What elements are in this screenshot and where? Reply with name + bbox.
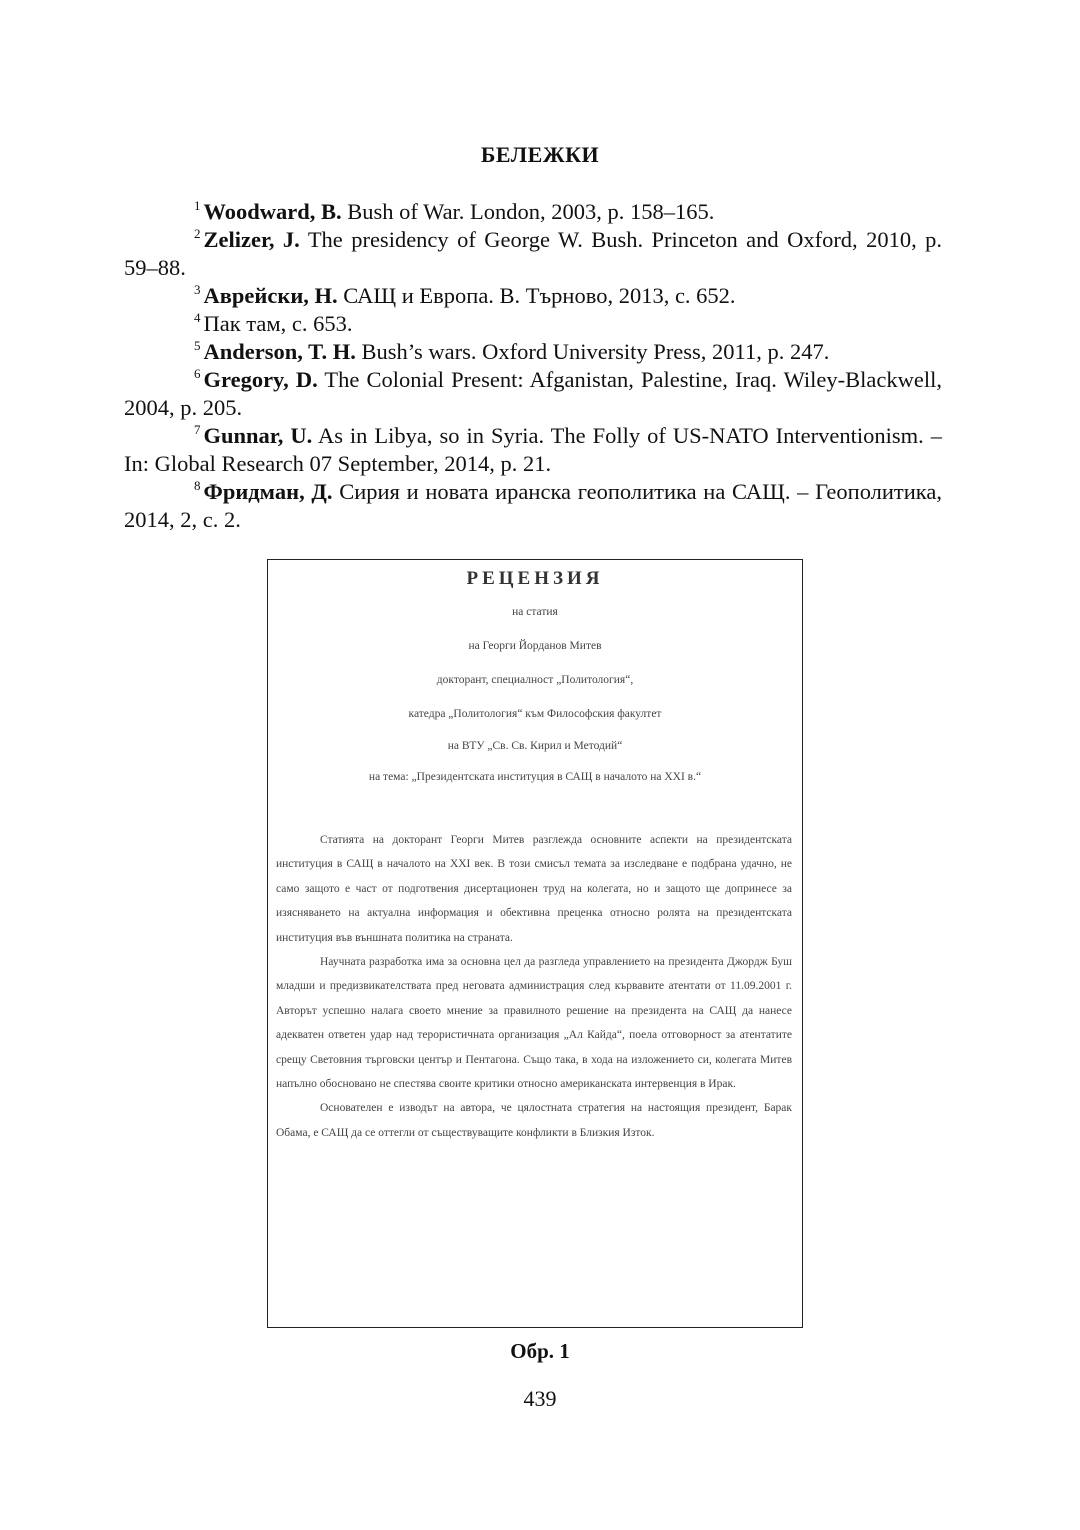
note-number: 2	[194, 226, 201, 241]
note-number: 5	[194, 338, 201, 353]
note-text: The presidency of George W. Bush. Princeton and Oxford, 2010, p. 59–88.	[124, 227, 942, 280]
note-author: Zelizer, J.	[203, 227, 300, 252]
note-number: 1	[194, 198, 201, 213]
review-figure	[267, 559, 803, 1328]
note-text: Bush’s wars. Oxford University Press, 2011, p. 247.	[355, 339, 830, 364]
note-author: Фридман, Д.	[203, 479, 333, 504]
review-paragraph: Статията на докторант Георги Митев разглежда основните аспекти на президентската институция в САЩ в началото на XXI век. В този смисъл темата за изследване е подбрана удачно, не само защото е част от подготвения дисертационен труд на колегата, но и защото ще допринесе за изясняването на актуална информация и обективна преценка относно ролята на президентската институция във външната политика на страната.	[276, 834, 792, 944]
note-text: САЩ и Европа. В. Търново, 2013, с. 652.	[337, 283, 736, 308]
note-6	[124, 366, 942, 422]
notes-title: БЕЛЕЖКИ	[480, 142, 600, 167]
figure-caption: Обр. 1	[510, 1339, 570, 1363]
note-text: The Colonial Present: Afganistan, Palestine, Iraq. Wiley-Blackwell, 2004, p. 205.	[124, 367, 942, 420]
note-author: Аврейски, Н.	[203, 283, 338, 308]
note-text: As in Libya, so in Syria. The Folly of US-NATO Interventionism. – In: Global Research 07 September, 2014, p. 21.	[124, 423, 942, 476]
review-body	[276, 828, 792, 1145]
note-number: 3	[194, 282, 201, 297]
note-number: 6	[194, 366, 201, 381]
review-header-line: на ВТУ „Св. Св. Кирил и Методий“	[447, 740, 623, 752]
note-8	[124, 478, 942, 534]
note-number: 4	[194, 310, 201, 325]
note-7	[124, 422, 942, 478]
note-author: Gregory, D.	[203, 367, 318, 392]
review-header-line: катедра „Политология“ към Философския факултет	[408, 708, 662, 720]
review-title: РЕЦЕНЗИЯ	[466, 568, 604, 589]
note-text: Сирия и новата иранска геополитика на САЩ. – Геополитика, 2014, 2, с. 2.	[124, 479, 942, 532]
note-author: Anderson, T. H.	[203, 339, 356, 364]
note-3	[124, 282, 942, 310]
note-text: Bush of War. London, 2003, p. 158–165.	[341, 199, 715, 224]
note-2	[124, 226, 942, 282]
review-header-line: на тема: „Президентската институция в САЩ в началото на XXI в.“	[368, 771, 702, 783]
notes-list	[124, 198, 942, 534]
page-number: 439	[523, 1386, 557, 1411]
review-header-line: на статия	[512, 606, 558, 618]
note-1	[124, 198, 942, 226]
note-text: Пак там, с. 653.	[203, 311, 353, 336]
note-author: Woodward, B.	[203, 199, 342, 224]
review-header-line: на Георги Йорданов Митев	[468, 640, 602, 652]
review-paragraph: Основателен е изводът на автора, че цялостната стратегия на настоящия президент, Барак Обама, е САЩ да се оттегли от съществуващите конфликти в Близкия Изток.	[276, 1102, 792, 1139]
note-number: 7	[194, 422, 201, 437]
review-header-line: докторант, специалност „Политология“,	[436, 674, 634, 686]
review-paragraph: Научната разработка има за основна цел да разгледа управлението на президента Джордж Буш младши и предизвикателствата пред неговата администрация след кървавите атентати от 11.09.2001 г. Авторът успешно налага своето мнение за правилното решение на президента на САЩ да нанесе адекватен ответен удар над терористичната организация „Ал Кайда“, поела отговорност за атентатите срещу Световния търговски център и Пентагона. Също така, в хода на изложението си, колегата Митев напълно обосновано не спестява своите критики относно американската интервенция в Ирак.	[276, 956, 792, 1091]
note-author: Gunnar, U.	[203, 423, 313, 448]
note-number: 8	[194, 478, 201, 493]
note-4	[124, 310, 942, 338]
note-5	[124, 338, 942, 366]
